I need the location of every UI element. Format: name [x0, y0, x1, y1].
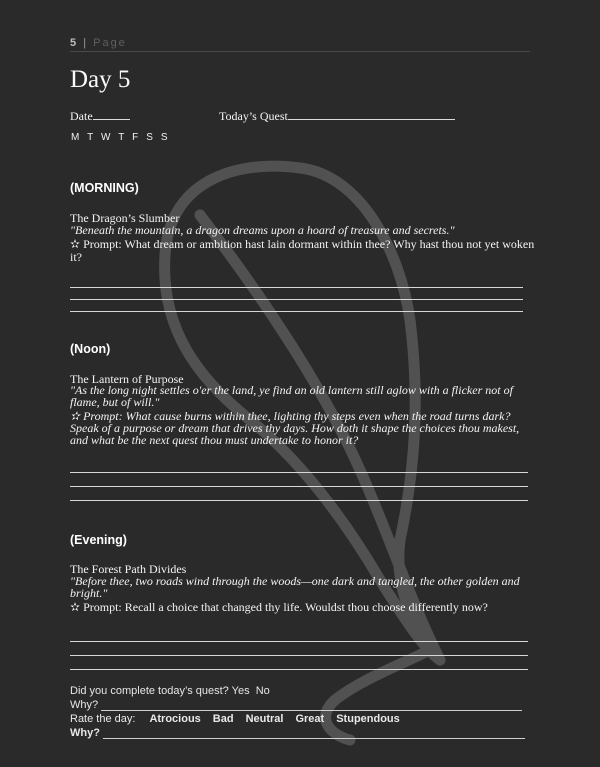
prompt-title-morning: The Dragon’s Slumber	[70, 211, 180, 225]
section-heading-noon: (Noon)	[70, 342, 111, 356]
page-title: Day 5	[70, 66, 131, 93]
prompt-morning	[70, 238, 535, 264]
weekday-selector[interactable]: M T W T F S S	[71, 132, 171, 143]
no-option[interactable]: No	[255, 685, 270, 697]
date-field[interactable]	[93, 107, 130, 120]
rating-option-bad[interactable]: Bad	[212, 713, 234, 725]
section-heading-evening: (Evening)	[70, 533, 127, 547]
answer-line[interactable]	[70, 500, 528, 501]
prompt-noon	[70, 410, 532, 446]
rate-label: Rate the day:	[70, 713, 136, 725]
star-icon: ✫	[70, 409, 81, 423]
quest-label: Today’s Quest	[219, 109, 288, 123]
yes-option[interactable]: Yes	[231, 685, 250, 697]
quest-field[interactable]	[288, 107, 455, 120]
page-word: Page	[93, 37, 127, 49]
page-number: 5	[70, 37, 79, 49]
rating-row	[70, 713, 412, 725]
answer-line[interactable]	[70, 311, 523, 312]
prompt-text: What cause burns within thee, lighting thy steps even when the road turns dark? Speak of a purpose or dream that drives thy days. How doth it shape the choices thou makest, and what be the next quest thou must undertake to honor it?	[70, 409, 520, 447]
answer-line[interactable]	[70, 655, 528, 656]
answer-line[interactable]	[70, 299, 523, 300]
date-label: Date	[70, 109, 93, 123]
answer-line[interactable]	[70, 486, 528, 487]
quote-evening: "Before thee, two roads wind through the woods—one dark and tangled, the other golden and bright."	[70, 574, 520, 600]
why-field[interactable]	[101, 710, 522, 711]
rating-option-atrocious[interactable]: Atrocious	[149, 713, 201, 725]
prompt-label: Prompt:	[83, 600, 122, 614]
quest-complete-row	[70, 685, 270, 697]
why-row-1	[70, 699, 98, 711]
quote-noon: "As the long night settles o'er the land, ye find an old lantern still aglow with a flicker not of flame, but of will."	[70, 383, 513, 409]
page-separator: |	[83, 37, 89, 49]
star-icon: ✫	[70, 237, 81, 251]
prompt-label: Prompt:	[83, 237, 122, 251]
answer-line[interactable]	[70, 641, 528, 642]
prompt-evening	[70, 601, 535, 614]
rating-option-great[interactable]: Great	[295, 713, 325, 725]
prompt-title-evening: The Forest Path Divides	[70, 562, 187, 576]
answer-line[interactable]	[70, 287, 523, 288]
prompt-title-noon: The Lantern of Purpose	[70, 372, 184, 386]
date-row	[70, 107, 130, 124]
prompt-text: Recall a choice that changed thy life. Wouldst thou choose differently now?	[124, 600, 488, 614]
why-label: Why?	[70, 699, 99, 711]
quest-complete-question: Did you complete today’s quest?	[70, 685, 229, 697]
answer-line[interactable]	[70, 472, 528, 473]
why-label: Why?	[70, 727, 100, 739]
page-number-header	[70, 37, 127, 49]
why-field[interactable]	[103, 738, 525, 739]
header-divider	[70, 51, 530, 52]
answer-line[interactable]	[70, 669, 528, 670]
quote-morning: "Beneath the mountain, a dragon dreams upon a hoard of treasure and secrets."	[70, 223, 455, 237]
rating-option-neutral[interactable]: Neutral	[245, 713, 284, 725]
quest-row	[219, 107, 455, 124]
prompt-text: What dream or ambition hast lain dormant within thee? Why hast thou not yet woken it?	[70, 237, 535, 264]
prompt-label: Prompt:	[83, 409, 123, 423]
star-icon: ✫	[70, 600, 81, 614]
rating-option-stupendous[interactable]: Stupendous	[336, 713, 400, 725]
why-row-2	[70, 727, 100, 739]
section-heading-morning: (MORNING)	[70, 181, 139, 195]
